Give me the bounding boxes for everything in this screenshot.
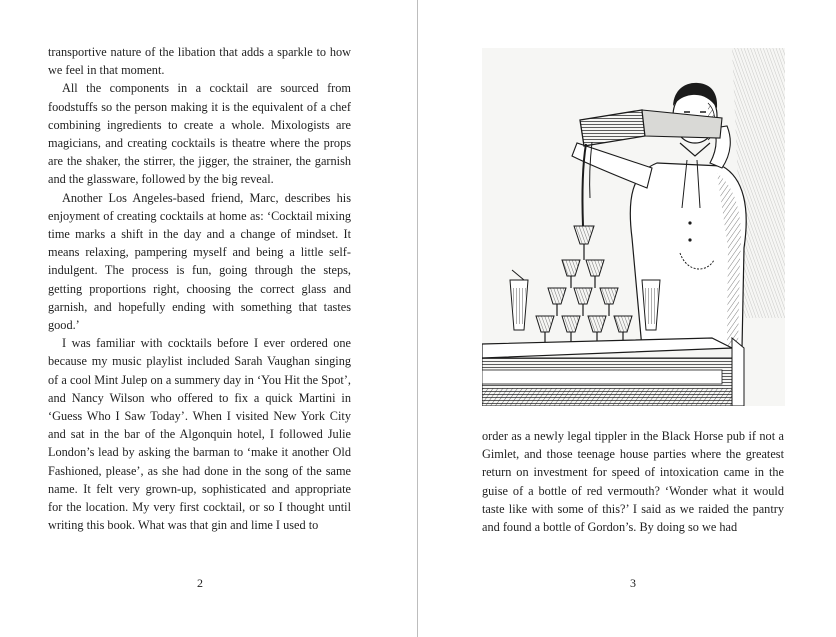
bartender-illustration — [482, 48, 785, 406]
paragraph: transportive nature of the libation that adds a sparkle to how we feel in that moment. — [48, 45, 351, 78]
left-page — [0, 0, 417, 637]
right-page — [418, 0, 836, 637]
left-page-text — [48, 43, 351, 534]
bartender-engraving — [482, 48, 785, 406]
paragraph: All the components in a cocktail are sourced from foodstuffs so the person making it is the equivalent of a chef combining ingredients to create a whole. Mixologists are magicians, and creating cocktails is theatre where the props are the shaker, the stirrer, the jigger, the strainer, the garnish and the glassware, followed by the big reveal. — [48, 81, 351, 187]
paragraph: order as a newly legal tippler in the Black Horse pub if not a Gimlet, and those teenage house parties where the greatest return on investment for speed of intoxication came in the guise of a bottle of red vermouth? ‘Wonder what it would taste like with some of this?’ I said as we raided the pantry and found a bottle of Gordon’s. By doing so we had — [482, 429, 784, 535]
page-number-right: 3 — [630, 576, 636, 590]
paragraph: Another Los Angeles-based friend, Marc, describes his enjoyment of creating cocktails at home as: ‘Cocktail mixing time marks a shift in the day and a change of mindset. It means relaxing, pampering myself and being a little self-indulgent. The process is fun, going through the steps, getting proportions right, choosing the correct glass and garnish, and hopefully ending with something that tastes good.’ — [48, 190, 351, 333]
page-number-left: 2 — [197, 576, 203, 590]
right-page-text — [482, 427, 784, 536]
paragraph: I was familiar with cocktails before I ever ordered one because my music playlist included Sarah Vaughan singing of a cool Mint Julep on a summery day in ‘You Hit the Spot’, and Nancy Wilson who offered to fix a quick Martini in ‘Guess Who I Saw Today’. When I visited New York City and sat in the bar of the Algonquin hotel, I followed Julie London’s lead by asking the barman to ‘make it another Old Fashioned, please’, as she had done in the song of the same name. It felt very grown-up, sophisticated and appropriate for the location. My very first cocktail, or so I thought until writing this book. What was that gin and lime I used to — [48, 336, 351, 533]
